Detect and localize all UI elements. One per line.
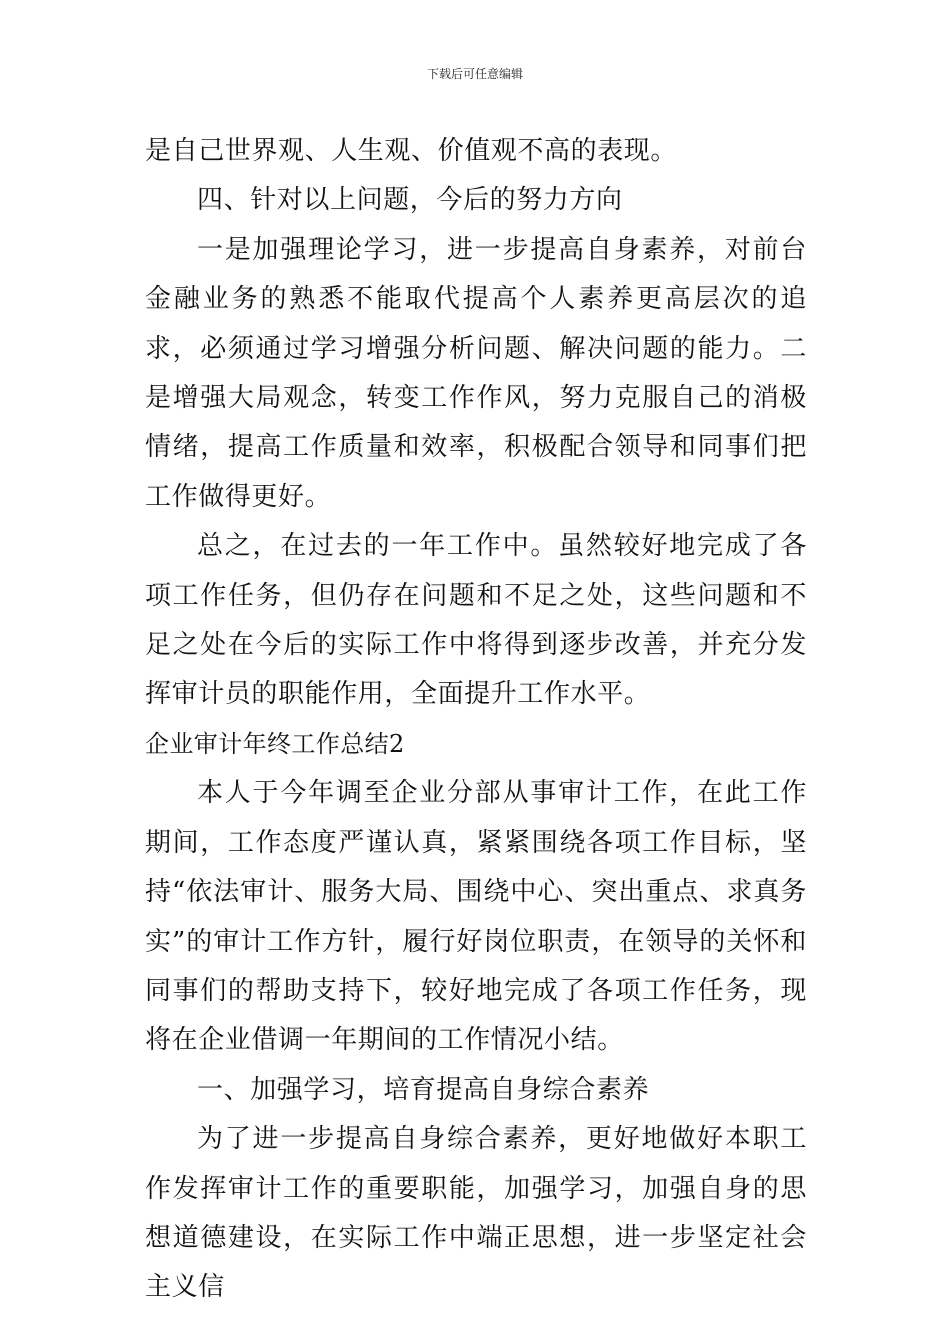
paragraph-continuation: 是自己世界观、人生观、价值观不高的表现。 — [145, 136, 678, 166]
paragraph-study: 为了进一步提高自身综合素养，更好地做好本职工作发挥审计工作的重要职能，加强学习，加强自身的思想道德建设，在实际工作中端正思想，进一步坚定社会主义信 — [145, 1124, 807, 1303]
section-heading-four: 四、针对以上问题，今后的努力方向 — [197, 185, 623, 216]
document-body — [145, 127, 807, 1313]
page-header: 下载后可任意编辑 — [426, 67, 523, 81]
paragraph-summary: 总之，在过去的一年工作中。虽然较好地完成了各项工作任务，但仍存在问题和不足之处，这些问题和不足之处在今后的实际工作中将得到逐步改善，并充分发挥审计员的职能作用，全面提升工作水平。 — [145, 531, 807, 710]
document-title: 企业审计年终工作总结2 — [145, 729, 405, 758]
paragraph-introduction: 本人于今年调至企业分部从事审计工作，在此工作期间，工作态度严谨认真，紧紧围绕各项工作目标，坚持“依法审计、服务大局、围绕中心、突出重点、求真务实”的审计工作方针，履行好岗位职责，在领导的关怀和同事们的帮助支持下，较好地完成了各项工作任务，现将在企业借调一年期间的工作情况小结。 — [145, 778, 807, 1056]
section-heading-one: 一、加强学习，培育提高自身综合素养 — [197, 1074, 650, 1105]
paragraph-improvement-directions: 一是加强理论学习，进一步提高自身素养，对前台金融业务的熟悉不能取代提高个人素养更高层次的追求，必须通过学习增强分析问题、解决问题的能力。二是增强大局观念，转变工作作风，努力克服自己的消极情绪，提高工作质量和效率，积极配合领导和同事们把工作做得更好。 — [145, 234, 807, 512]
